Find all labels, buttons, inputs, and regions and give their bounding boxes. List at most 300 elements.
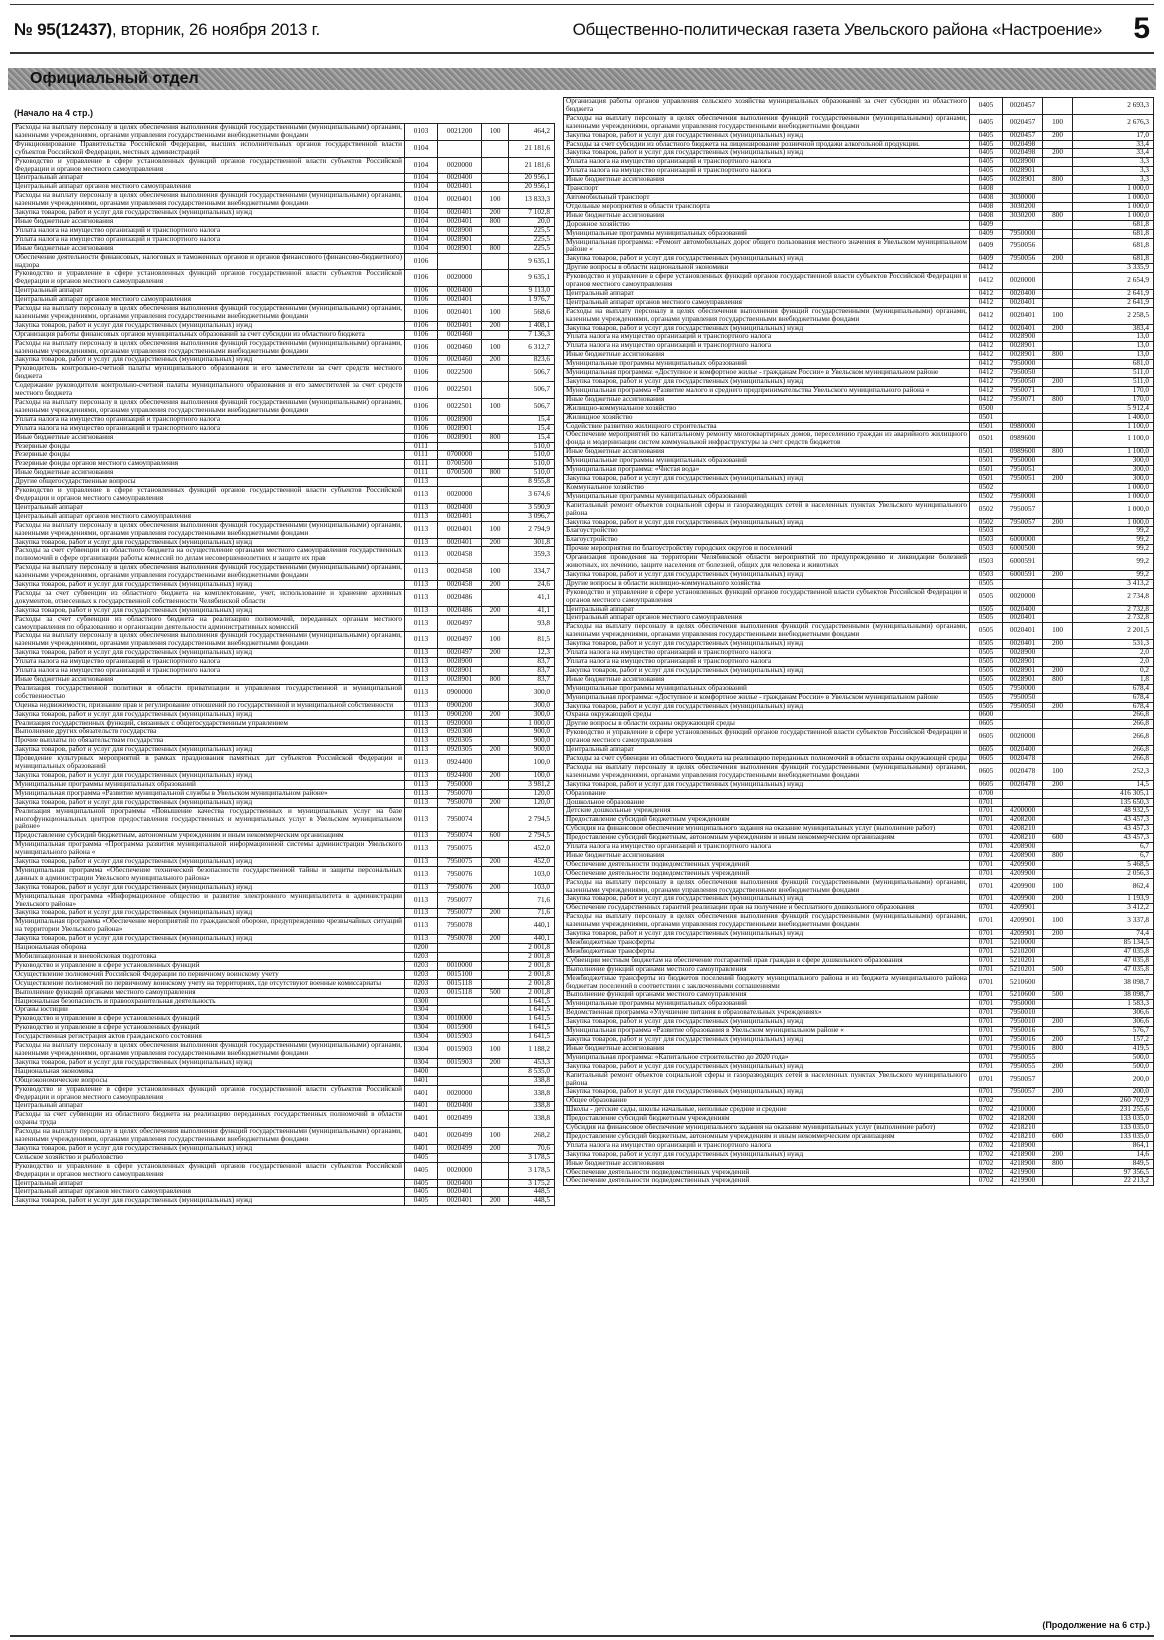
expense-name: Закупка товаров, работ и услуг для государственных (муниципальных) нужд [564,780,970,789]
expense-type-code [482,330,509,339]
table-row [564,623,1154,640]
amount: 2,0 [1073,658,1154,667]
expense-type-code [1043,816,1073,825]
expense-name: Муниципальная программа «Обеспечение мероприятий по гражданской обороне, предупреждению чрезвычайных ситуаций на территории Увельского района» [13,918,405,935]
amount: 133 035,0 [1073,1115,1154,1124]
target-article-code: 0020460 [438,356,482,365]
target-article-code: 0028900 [438,226,482,235]
expense-name: Национальная экономика [13,1067,405,1076]
expense-name: Муниципальные программы муниципальных образований [564,457,970,466]
amount: 268,2 [509,1128,555,1145]
target-article-code: 4209901 [1003,930,1043,939]
expense-type-code [1043,501,1073,518]
expense-type-code [1043,1168,1073,1177]
amount: 900,0 [509,728,555,737]
target-article-code: 0920000 [438,719,482,728]
table-row [13,424,555,433]
expense-name: Уплата налога на имущество организаций и транспортного налога [564,649,970,658]
amount: 1 000,0 [1073,483,1154,492]
section-code: 0104 [405,217,438,226]
section-code: 0412 [970,378,1003,387]
expense-name: Руководство и управление в сфере установленных функций [13,961,405,970]
section-code: 0113 [405,658,438,667]
amount: 33,4 [1073,140,1154,149]
amount: 99,2 [1073,570,1154,579]
section-code: 0106 [405,287,438,296]
section-code: 0412 [970,351,1003,360]
table-row [564,780,1154,789]
expense-name: Осуществление полномочий Российской Федерации по первичному воинскому учету [13,970,405,979]
expense-type-code [1043,588,1073,605]
target-article-code: 0900000 [438,684,482,701]
expense-type-code [1043,202,1073,211]
amount: 6 312,7 [509,339,555,356]
amount: 85 134,5 [1073,939,1154,948]
section-code: 0113 [405,935,438,944]
section-code: 0103 [405,124,438,141]
section-code: 0113 [405,676,438,685]
expense-type-code: 100 [1043,623,1073,640]
amount: 2 201,5 [1073,623,1154,640]
expense-name: Субвенции местным бюджетам на обеспечение госгарантий прав граждан в сфере дошкольного образования [564,956,970,965]
section-code: 0702 [970,1168,1003,1177]
expense-type-code [482,1111,509,1128]
expense-type-code [1043,422,1073,431]
amount: 1 000,0 [1073,211,1154,220]
section-code: 0701 [970,913,1003,930]
section-code: 0104 [405,209,438,218]
amount: 15,4 [509,415,555,424]
section-code: 0503 [970,527,1003,536]
budget-table-left [12,123,555,1206]
table-row [564,229,1154,238]
expense-type-code: 200 [1043,640,1073,649]
section-code: 0505 [970,605,1003,614]
target-article-code: 7950071 [1003,386,1043,395]
amount: 440,1 [509,935,555,944]
expense-name: Обеспечение деятельности подведомственных учреждений [564,1168,970,1177]
expense-name: Расходы на выплату персоналу в целях обеспечения выполнения функций государственными (муниципальными) органами, казенными учреждениями, органами управления государственными внебюджетными фондами [564,878,970,895]
amount: 13,0 [1073,342,1154,351]
section-code: 0113 [405,649,438,658]
section-code: 0505 [970,658,1003,667]
newspaper-name: Общественно-политическая газета Увельского района «Настроение» [572,20,1102,39]
amount: 47 035,8 [1073,947,1154,956]
target-article-code: 4209901 [1003,904,1043,913]
target-article-code: 5210201 [1003,956,1043,965]
section-code: 0200 [405,944,438,953]
target-article-code: 0020000 [438,157,482,174]
target-article-code: 7950076 [438,883,482,892]
target-article-code: 0700000 [438,451,482,460]
target-article-code: 0022500 [438,365,482,382]
section-code: 0104 [405,140,438,157]
expense-name: Реализация государственной политики в области приватизации и управления государственной и муниципальной собственностью [13,684,405,701]
expense-name: Межбюджетные трансферты [564,939,970,948]
target-article-code: 7950016 [1003,1035,1043,1044]
target-article-code [438,253,482,270]
amount: 1 000,0 [1073,185,1154,194]
expense-type-code: 200 [482,1197,509,1206]
target-article-code: 0920305 [438,746,482,755]
amount: 864,1 [1073,1141,1154,1150]
section-code: 0405 [970,98,1003,115]
expense-type-code [1043,193,1073,202]
section-code: 0701 [970,1000,1003,1009]
expense-type-code: 200 [1043,1062,1073,1071]
table-row [564,1132,1154,1141]
amount: 83,7 [509,658,555,667]
expense-name: Закупка товаров, работ и услуг для государственных (муниципальных) нужд [564,570,970,579]
target-article-code: 0989600 [1003,431,1043,448]
amount: 225,5 [509,244,555,253]
expense-name: Расходы на выплату персоналу в целях обеспечения выполнения функций государственными (муниципальными) органами, казенными учреждениями, органами управления государственными внебюджетными фондами [13,339,405,356]
amount: 440,1 [509,918,555,935]
expense-type-code [1043,684,1073,693]
expense-type-code [1043,1141,1073,1150]
section-code: 0104 [405,226,438,235]
issue-date: , вторник, 26 ноября 2013 г. [111,20,320,39]
section-code: 0412 [970,369,1003,378]
table-row [13,789,555,798]
section-code: 0501 [970,457,1003,466]
table-row [13,841,555,858]
expense-type-code: 800 [482,469,509,478]
table-row [564,298,1154,307]
expense-name: Другие общегосударственные вопросы [13,478,405,487]
expense-name: Закупка товаров, работ и услуг для государственных (муниципальных) нужд [13,538,405,547]
target-article-code [1003,413,1043,422]
amount: 1,8 [1073,675,1154,684]
table-row [13,866,555,883]
section-code: 0113 [405,918,438,935]
target-article-code: 0028900 [1003,158,1043,167]
expense-name: Руководство и управление в сфере установленных функций органов государственной власти субъектов Российской Федерации и органов местного самоуправления [564,729,970,746]
expense-name: Центральный аппарат органов местного самоуправления [564,298,970,307]
expense-type-code [482,728,509,737]
amount: 3,3 [1073,167,1154,176]
section-code: 0304 [405,1033,438,1042]
section-code: 0701 [970,869,1003,878]
expense-type-code [1043,1177,1073,1186]
expense-type-code [1043,605,1073,614]
expense-type-code: 800 [1043,851,1073,860]
expense-type-code [482,270,509,287]
target-article-code: 0028901 [438,244,482,253]
expense-type-code [1043,386,1073,395]
target-article-code: 4208210 [1003,825,1043,834]
table-row [13,521,555,538]
expense-name: Закупка товаров, работ и услуг для государственных (муниципальных) нужд [564,666,970,675]
amount: 3 412,2 [1073,904,1154,913]
expense-name: Национальная безопасность и правоохранительная деятельность [13,997,405,1006]
expense-name: Иные бюджетные ассигнования [564,176,970,185]
amount: 135 650,3 [1073,798,1154,807]
section-code: 0113 [405,798,438,807]
target-article-code: 5210201 [1003,965,1043,974]
section-code: 0412 [970,289,1003,298]
target-article-code: 4208900 [1003,843,1043,852]
amount: 300,0 [509,710,555,719]
amount: 338,8 [509,1111,555,1128]
expense-type-code [482,424,509,433]
target-article-code: 4209900 [1003,860,1043,869]
table-row [564,114,1154,131]
amount: 103,0 [509,883,555,892]
expense-type-code [482,365,509,382]
target-article-code: 7950077 [438,892,482,909]
expense-name: Иные бюджетные ассигнования [564,448,970,457]
section-code: 0113 [405,701,438,710]
amount: 448,5 [509,1197,555,1206]
amount: 41,1 [509,606,555,615]
amount: 2 732,8 [1073,614,1154,623]
target-article-code: 7950016 [1003,1027,1043,1036]
table-row [13,244,555,253]
target-article-code: 0028901 [438,676,482,685]
expense-name: Центральный аппарат органов местного самоуправления [13,296,405,305]
section-code: 0113 [405,606,438,615]
amount: 8 955,8 [509,478,555,487]
target-article-code: 7950070 [438,798,482,807]
expense-name: Муниципальные программы муниципальных образований [564,360,970,369]
amount: 576,7 [1073,1027,1154,1036]
target-article-code: 0020478 [1003,780,1043,789]
target-article-code: 0028901 [1003,176,1043,185]
table-row [13,1085,555,1102]
table-row [564,913,1154,930]
expense-type-code [482,866,509,883]
amount: 266,8 [1073,711,1154,720]
table-row [564,1150,1154,1159]
expense-name: Уплата налога на имущество организаций и транспортного налога [13,424,405,433]
expense-name: Обеспечение государственных гарантий реализации прав на получение и бесплатного дошкольного образования [564,904,970,913]
amount: 678,4 [1073,693,1154,702]
section-code: 0412 [970,273,1003,290]
header-rule [10,52,1154,54]
expense-type-code [1043,869,1073,878]
section-code: 0701 [970,816,1003,825]
section-code: 0106 [405,415,438,424]
expense-type-code: 100 [1043,114,1073,131]
section-code: 0412 [970,386,1003,395]
target-article-code: 0020401 [438,1197,482,1206]
section-code: 0106 [405,270,438,287]
table-row [564,501,1154,518]
expense-name: Закупка товаров, работ и услуг для государственных (муниципальных) нужд [564,930,970,939]
section-code: 0113 [405,858,438,867]
amount: 225,5 [509,226,555,235]
section-code: 0701 [970,1071,1003,1088]
table-row [564,956,1154,965]
amount: 5 468,5 [1073,860,1154,869]
target-article-code: 6000000 [1003,536,1043,545]
section-code: 0500 [970,404,1003,413]
target-article-code: 4218900 [1003,1150,1043,1159]
expense-type-code [482,235,509,244]
expense-type-code: 200 [482,771,509,780]
expense-type-code [482,892,509,909]
table-row [13,124,555,141]
expense-name: Предоставление субсидий бюджетным учреждениям [564,816,970,825]
table-row [564,869,1154,878]
section-code: 0503 [970,570,1003,579]
table-row [13,918,555,935]
amount: 452,0 [509,858,555,867]
target-article-code: 0020400 [438,174,482,183]
amount: 120,0 [509,798,555,807]
target-article-code: 0020499 [438,1144,482,1153]
section-code: 0113 [405,667,438,676]
target-article-code: 7950078 [438,918,482,935]
amount: 3 096,7 [509,512,555,521]
table-row [13,547,555,564]
amount: 862,4 [1073,878,1154,895]
section-code: 0106 [405,321,438,330]
target-article-code: 4209900 [1003,869,1043,878]
amount: 6,7 [1073,843,1154,852]
amount: 1 641,5 [509,1006,555,1015]
target-article-code [438,1076,482,1085]
amount: 14,5 [1073,780,1154,789]
expense-type-code: 200 [1043,1035,1073,1044]
expense-name: Расходы за счет субвенции из областного бюджета на реализацию переданных полномочий в области охраны окружающей среды [564,754,970,763]
table-row [13,970,555,979]
section-code: 0113 [405,615,438,632]
expense-type-code [1043,1106,1073,1115]
expense-type-code [482,140,509,157]
target-article-code: 0020478 [1003,763,1043,780]
expense-name: Центральный аппарат органов местного самоуправления [564,614,970,623]
section-code: 0701 [970,1053,1003,1062]
target-article-code: 4209900 [1003,895,1043,904]
target-article-code: 7950057 [1003,518,1043,527]
expense-type-code [1043,939,1073,948]
target-article-code: 0015903 [438,1033,482,1042]
expense-type-code [482,415,509,424]
target-article-code [438,1153,482,1162]
amount: 1 641,5 [509,1024,555,1033]
amount: 48 932,5 [1073,807,1154,816]
expense-type-code [1043,947,1073,956]
section-code: 0113 [405,807,438,832]
section-code: 0104 [405,157,438,174]
expense-name: Уплата налога на имущество организаций и транспортного налога [564,167,970,176]
expense-type-code [482,1162,509,1179]
amount: 506,7 [509,382,555,399]
section-code: 0113 [405,710,438,719]
expense-type-code [1043,413,1073,422]
amount: 1 100,0 [1073,448,1154,457]
target-article-code: 0028901 [438,667,482,676]
table-row [564,176,1154,185]
expense-type-code: 600 [1043,834,1073,843]
expense-type-code [482,944,509,953]
section-code: 0304 [405,1058,438,1067]
expense-name: Расходы на выплату персоналу в целях обеспечения выполнения функций государственными (муниципальными) органами, казенными учреждениями, органами управления государственными внебюджетными фондами [564,913,970,930]
expense-name: Закупка товаров, работ и услуг для государственных (муниципальных) нужд [564,1150,970,1159]
section-code: 0106 [405,399,438,416]
section-code: 0701 [970,974,1003,991]
expense-type-code: 200 [1043,149,1073,158]
target-article-code [1003,720,1043,729]
section-code: 0113 [405,892,438,909]
section-code: 0405 [970,167,1003,176]
amount: 506,7 [509,399,555,416]
target-article-code [438,1067,482,1076]
section-code: 0412 [970,342,1003,351]
target-article-code: 0028900 [1003,333,1043,342]
expense-name: Уплата налога на имущество организаций и транспортного налога [13,226,405,235]
section-code: 0503 [970,545,1003,554]
amount: 510,0 [509,442,555,451]
target-article-code: 7950000 [1003,492,1043,501]
section-title: Официальный отдел [30,70,199,87]
section-code: 0113 [405,737,438,746]
table-row [564,1071,1154,1088]
expense-type-code [1043,693,1073,702]
amount: 2 001,8 [509,944,555,953]
expense-type-code [1043,754,1073,763]
section-code: 0300 [405,997,438,1006]
amount: 678,4 [1073,684,1154,693]
expense-name: Детские дошкольные учреждения [564,807,970,816]
amount: 9 113,0 [509,287,555,296]
amount: 338,8 [509,1085,555,1102]
expense-name: Центральный аппарат [13,1102,405,1111]
target-article-code: 0020458 [438,547,482,564]
table-row [564,554,1154,571]
target-article-code: 0020401 [438,321,482,330]
table-row [13,503,555,512]
table-row [13,807,555,832]
amount: 1 000,0 [1073,492,1154,501]
target-article-code: 0020401 [438,305,482,322]
target-article-code: 7950074 [438,832,482,841]
expense-type-code [1043,1053,1073,1062]
section-code: 0401 [405,1076,438,1085]
section-code: 0203 [405,970,438,979]
amount: 678,4 [1073,702,1154,711]
amount: 133 035,0 [1073,1124,1154,1133]
expense-type-code [1043,431,1073,448]
expense-type-code: 200 [482,356,509,365]
amount: 510,0 [509,469,555,478]
section-code: 0702 [970,1124,1003,1133]
target-article-code: 0028900 [438,658,482,667]
table-row [564,588,1154,605]
amount: 3 175,2 [509,1179,555,1188]
section-code: 0505 [970,579,1003,588]
expense-name: Муниципальная программа «Развитие малого и среднего предпринимательства Увельского муниципального района « [564,386,970,395]
table-row [564,1053,1154,1062]
table-row [13,606,555,615]
expense-name: Центральный аппарат [564,289,970,298]
amount: 43 457,3 [1073,825,1154,834]
target-article-code: 7950050 [1003,369,1043,378]
section-code: 0405 [970,158,1003,167]
expense-name: Выполнение других обязательств государства [13,728,405,737]
table-row [564,702,1154,711]
expense-name: Государственная регистрация актов гражданского состояния [13,1033,405,1042]
expense-type-code [1043,1071,1073,1088]
expense-name: Закупка товаров, работ и услуг для государственных (муниципальных) нужд [13,935,405,944]
expense-name: Закупка товаров, работ и услуг для государственных (муниципальных) нужд [13,798,405,807]
expense-name: Расходы на выплату персоналу в целях обеспечения выполнения функций государственными (муниципальными) органами, казенными учреждениями, органами управления государственными внебюджетными фондами [13,521,405,538]
section-code: 0412 [970,333,1003,342]
table-row [13,1067,555,1076]
section-code: 0304 [405,1042,438,1059]
